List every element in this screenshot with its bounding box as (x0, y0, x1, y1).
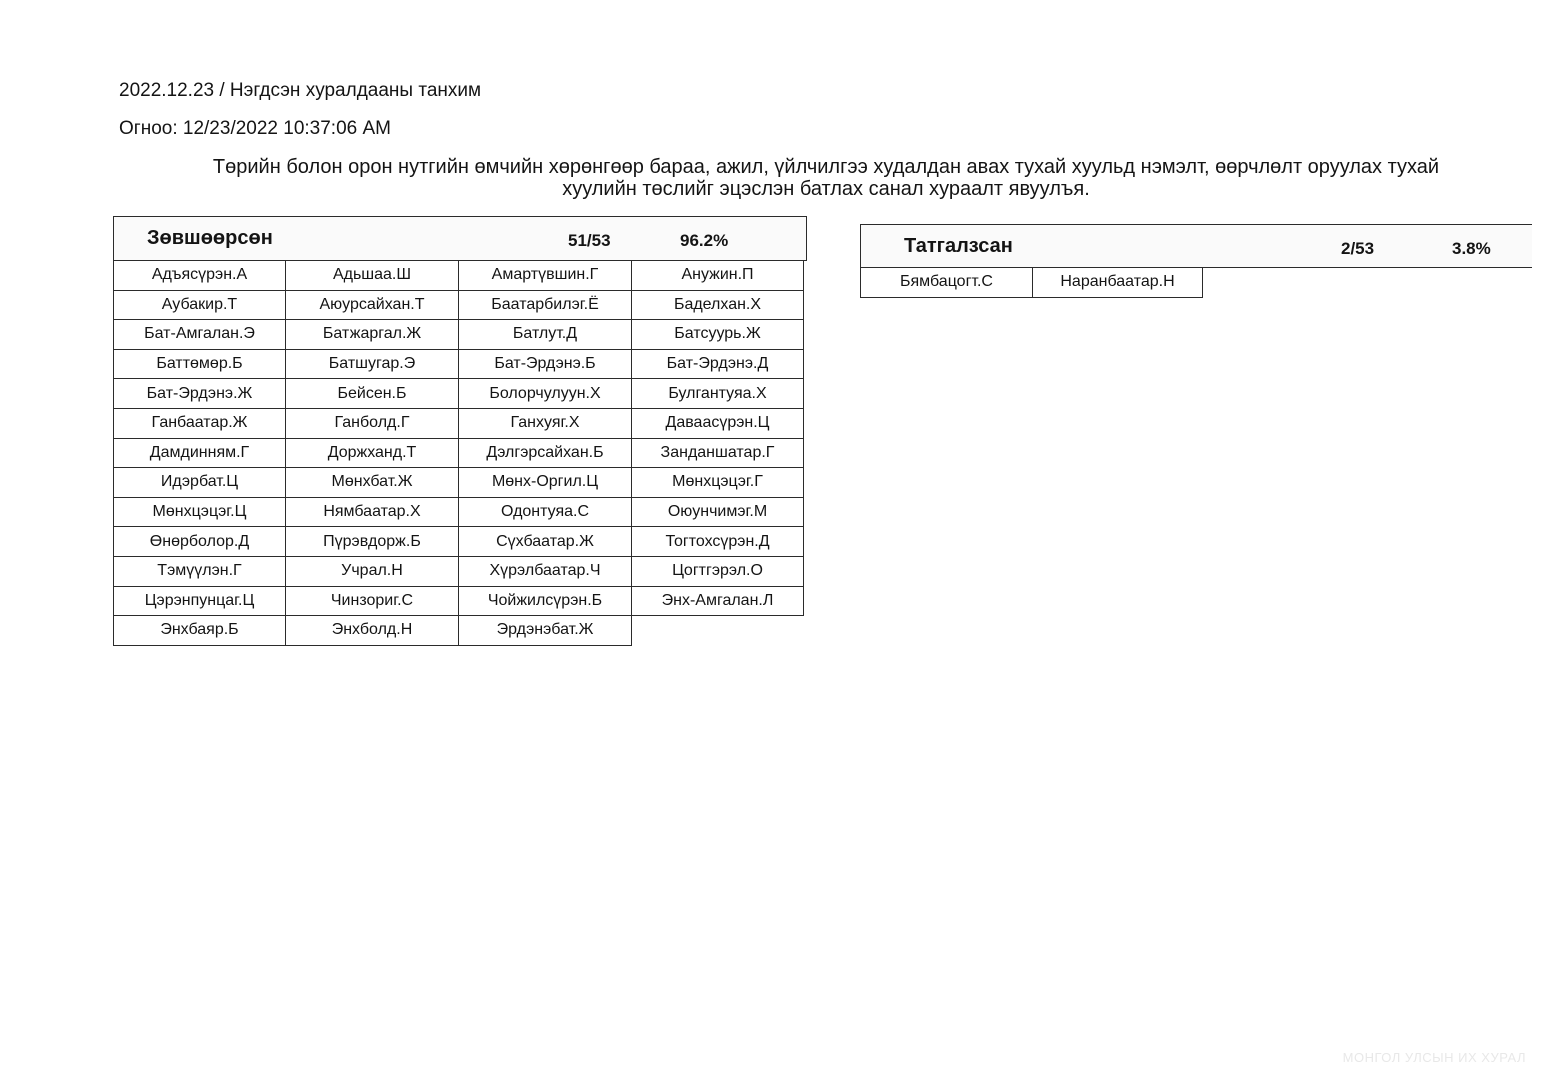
approved-name-cell: Ганбаатар.Ж (114, 408, 286, 438)
approved-name-cell: Мөнхбат.Ж (286, 468, 459, 498)
approved-name-cell: Адьшаа.Ш (286, 261, 459, 291)
approved-name-cell: Дамдинням.Г (114, 438, 286, 468)
rejected-header (860, 224, 1532, 268)
rejected-percent: 3.8% (1452, 239, 1491, 258)
rejected-name-cell: Бямбацогт.С (861, 268, 1033, 298)
approved-name-cell: Аубакир.Т (114, 290, 286, 320)
rejected-section (860, 224, 1532, 298)
approved-name-cell: Батжаргал.Ж (286, 320, 459, 350)
approved-name-cell: Занданшатар.Г (632, 438, 804, 468)
motion-title (140, 156, 1512, 200)
approved-name-cell: Энхболд.Н (286, 616, 459, 646)
approved-name-cell: Баттөмөр.Б (114, 349, 286, 379)
approved-name-cell: Өнөрболор.Д (114, 527, 286, 557)
approved-name-cell: Идэрбат.Ц (114, 468, 286, 498)
approved-name-cell: Ганболд.Г (286, 408, 459, 438)
approved-row (114, 586, 804, 616)
approved-name-cell: Бат-Эрдэнэ.Б (459, 349, 632, 379)
date-location: 2022.12.23 / Нэгдсэн хуралдааны танхим (119, 80, 482, 101)
approved-name-cell: Цогтгэрэл.О (632, 556, 804, 586)
approved-name-cell: Мөнхцэцэг.Ц (114, 497, 286, 527)
approved-row (114, 497, 804, 527)
rejected-label: Татгалзсан (904, 235, 1013, 257)
approved-name-cell: Хүрэлбаатар.Ч (459, 556, 632, 586)
approved-name-cell: Даваасүрэн.Ц (632, 408, 804, 438)
approved-row (114, 556, 804, 586)
approved-row (114, 290, 804, 320)
approved-name-cell: Батшугар.Э (286, 349, 459, 379)
approved-name-cell: Тогтохсүрэн.Д (632, 527, 804, 557)
approved-name-cell: Булгантуяа.Х (632, 379, 804, 409)
approved-name-cell: Тэмүүлэн.Г (114, 556, 286, 586)
approved-name-cell: Доржханд.Т (286, 438, 459, 468)
motion-title-line-1: Төрийн болон орон нутгийн өмчийн хөрөнгөөр бараа, ажил, үйлчилгээ худалдан авах тухай хуульд нэмэлт, өөрчлөлт оруулах тухай (212, 156, 1440, 178)
approved-name-cell: Бат-Эрдэнэ.Ж (114, 379, 286, 409)
approved-name-cell: Чойжилсүрэн.Б (459, 586, 632, 616)
approved-name-cell: Цэрэнпунцаг.Ц (114, 586, 286, 616)
approved-names-table (113, 260, 804, 646)
approved-name-cell: Дэлгэрсайхан.Б (459, 438, 632, 468)
approved-row (114, 261, 804, 291)
approved-name-cell: Батсуурь.Ж (632, 320, 804, 350)
approved-name-cell: Аюурсайхан.Т (286, 290, 459, 320)
approved-name-cell: Чинзориг.С (286, 586, 459, 616)
approved-name-cell: Нямбаатар.Х (286, 497, 459, 527)
approved-section (113, 216, 807, 646)
approved-name-cell: Мөнх-Оргил.Ц (459, 468, 632, 498)
approved-row (114, 320, 804, 350)
approved-name-cell: Бейсен.Б (286, 379, 459, 409)
approved-row (114, 379, 804, 409)
approved-row (114, 616, 804, 646)
rejected-row (861, 268, 1203, 298)
approved-percent: 96.2% (680, 231, 729, 250)
approved-count: 51/53 (568, 231, 611, 250)
approved-header (113, 216, 807, 261)
rejected-name-cell: Наранбаатар.Н (1033, 268, 1203, 298)
approved-name-cell: Адъясүрэн.А (114, 261, 286, 291)
approved-name-cell: Баатарбилэг.Ё (459, 290, 632, 320)
motion-title-line-2: хуулийн төслийг эцэслэн батлах санал хураалт явуулъя. (562, 178, 1090, 200)
approved-name-cell: Амартүвшин.Г (459, 261, 632, 291)
rejected-names-table (860, 267, 1203, 298)
approved-name-cell: Учрал.Н (286, 556, 459, 586)
approved-name-cell: Пүрэвдорж.Б (286, 527, 459, 557)
approved-name-cell: Мөнхцэцэг.Г (632, 468, 804, 498)
approved-row (114, 438, 804, 468)
approved-row (114, 527, 804, 557)
approved-name-cell: Энх-Амгалан.Л (632, 586, 804, 616)
approved-row (114, 349, 804, 379)
approved-name-cell: Сүхбаатар.Ж (459, 527, 632, 557)
approved-label: Зөвшөөрсөн (147, 227, 273, 249)
timestamp: Огноо: 12/23/2022 10:37:06 AM (119, 118, 392, 139)
watermark: МОНГОЛ УЛСЫН ИХ ХУРАЛ (1342, 1050, 1526, 1065)
approved-name-cell: Анужин.П (632, 261, 804, 291)
approved-name-cell: Оюунчимэг.М (632, 497, 804, 527)
approved-row (114, 468, 804, 498)
approved-name-cell: Бат-Амгалан.Э (114, 320, 286, 350)
approved-name-cell: Болорчулуун.Х (459, 379, 632, 409)
approved-name-cell: Одонтуяа.С (459, 497, 632, 527)
approved-name-cell: Ганхуяг.Х (459, 408, 632, 438)
approved-name-cell: Баделхан.Х (632, 290, 804, 320)
rejected-count: 2/53 (1341, 239, 1375, 258)
approved-name-cell: Бат-Эрдэнэ.Д (632, 349, 804, 379)
approved-name-cell: Эрдэнэбат.Ж (459, 616, 632, 646)
approved-empty-cell (632, 616, 804, 646)
approved-name-cell: Энхбаяр.Б (114, 616, 286, 646)
approved-row (114, 408, 804, 438)
approved-name-cell: Батлут.Д (459, 320, 632, 350)
